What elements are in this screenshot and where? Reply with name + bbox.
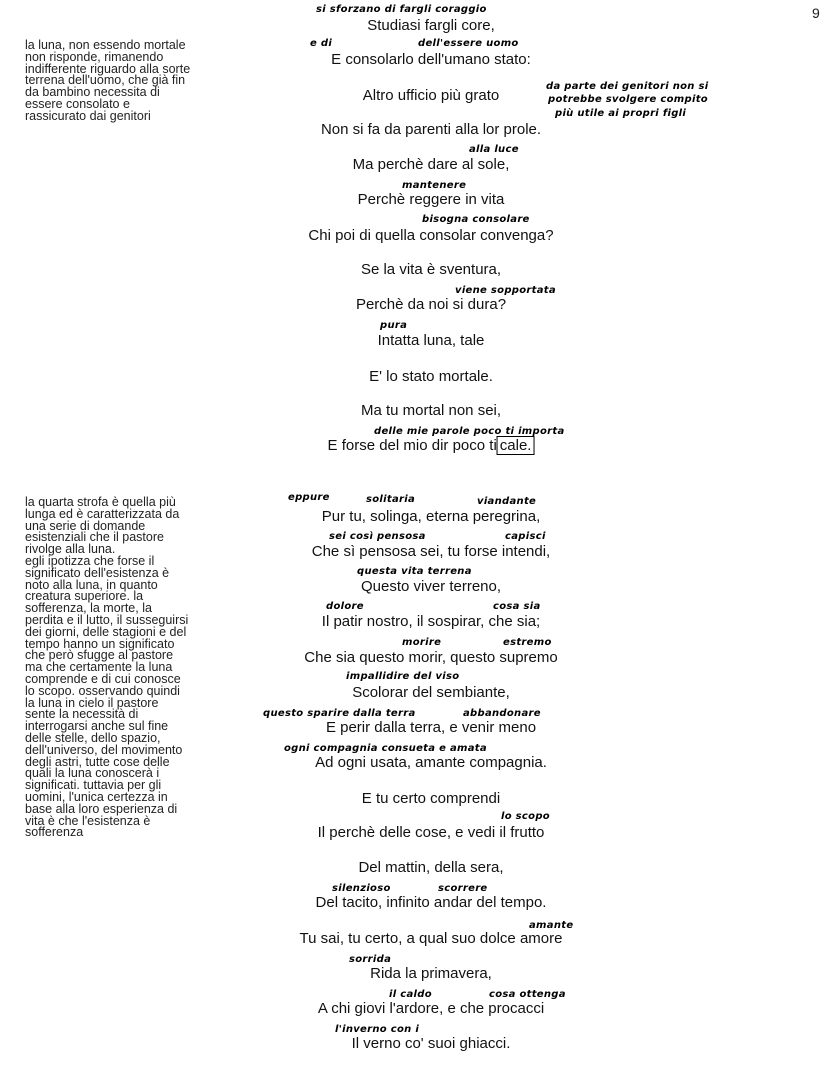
verse-line: E perir dalla terra, e venir meno xyxy=(325,719,537,736)
boxed-word: cale. xyxy=(497,436,535,455)
handwritten-annotation: più utile ai propri figli xyxy=(555,108,687,119)
handwritten-annotation: lo scopo xyxy=(501,811,550,822)
verse-line-final xyxy=(328,437,535,454)
verse-line: Il verno co' suoi ghiacci. xyxy=(351,1035,511,1052)
verse-line: Perchè reggere in vita xyxy=(357,191,505,208)
margin-note-second: la quarta strofa è quella più lunga ed è caratterizzata da una serie di domande esistenziali che il pastore rivolge alla luna. egli ipotizza che forse il significato dell'esistenza è noto alla luna, in quanto creatura superiore. la sofferenza, la morte, la perdita e il lutto, il susseguirsi dei giorni, delle stagioni e del tempo hanno un significato che però sfugge al pastore ma che certamente la luna comprende e di cui conosce lo scopo. osservando quindi la luna in cielo il pastore sente la necessità di interrogarsi anche sul fine delle stelle, dello spazio, dell'universo, del movimento degli astri, tutte cose delle quali la luna conoscerà i significati. tuttavia per gli uomini, l'unica certezza in base alla loro esperienza di vita è che l'esistenza è sofferenza xyxy=(25,495,189,840)
verse-line: Che sia questo morir, questo supremo xyxy=(304,649,558,666)
handwritten-annotation: cosa ottenga xyxy=(489,989,566,1000)
handwritten-annotation: silenzioso xyxy=(332,883,391,894)
handwritten-annotation: questo sparire dalla terra xyxy=(263,708,416,719)
handwritten-annotation: pura xyxy=(380,320,408,331)
handwritten-annotation: da parte dei genitori non si xyxy=(546,81,709,92)
verse-line: Questo viver terreno, xyxy=(360,578,502,595)
handwritten-annotation: dell'essere uomo xyxy=(418,38,519,49)
handwritten-annotation: amante xyxy=(529,920,574,931)
handwritten-annotation: capisci xyxy=(505,531,546,542)
handwritten-annotation: si sforzano di fargli coraggio xyxy=(316,4,487,15)
verse-line: Ad ogni usata, amante compagnia. xyxy=(315,754,547,771)
handwritten-annotation: eppure xyxy=(288,492,330,503)
verse-line: A chi giovi l'ardore, e che procacci xyxy=(317,1000,545,1017)
handwritten-annotation: il caldo xyxy=(389,989,432,1000)
verse-line: E' lo stato mortale. xyxy=(369,368,493,385)
verse-line: Chi poi di quella consolar convenga? xyxy=(308,227,554,244)
handwritten-annotation: sorrida xyxy=(349,954,392,965)
handwritten-annotation: impallidire del viso xyxy=(346,671,460,682)
handwritten-annotation: scorrere xyxy=(438,883,488,894)
verse-line: Del tacito, infinito andar del tempo. xyxy=(315,894,547,911)
verse-line: Intatta luna, tale xyxy=(377,332,485,349)
verse-line: Del mattin, della sera, xyxy=(358,859,504,876)
handwritten-annotation: morire xyxy=(402,637,442,648)
handwritten-annotation: solitaria xyxy=(366,494,416,505)
handwritten-annotation: mantenere xyxy=(402,180,467,191)
verse-line: Studiasi fargli core, xyxy=(367,17,495,34)
verse-line: Pur tu, solinga, eterna peregrina, xyxy=(321,508,541,525)
verse-line: E consolarlo dell'umano stato: xyxy=(331,51,531,68)
handwritten-annotation: sei così pensosa xyxy=(329,531,426,542)
handwritten-annotation: estremo xyxy=(503,637,552,648)
verse-line: Rida la primavera, xyxy=(370,965,492,982)
verse-line: Altro ufficio più grato xyxy=(362,87,500,104)
verse-line: Che sì pensosa sei, tu forse intendi, xyxy=(311,543,551,560)
verse-line: Perchè da noi si dura? xyxy=(355,296,507,313)
verse-text: E forse del mio dir poco ti xyxy=(327,437,497,454)
verse-line: Non si fa da parenti alla lor prole. xyxy=(320,121,542,138)
handwritten-annotation: abbandonare xyxy=(463,708,541,719)
verse-line: E tu certo comprendi xyxy=(361,790,501,807)
handwritten-annotation: ogni compagnia consueta e amata xyxy=(284,743,487,754)
handwritten-annotation: delle mie parole poco ti importa xyxy=(374,426,565,437)
verse-line: Ma perchè dare al sole, xyxy=(352,156,510,173)
handwritten-annotation: l'inverno con i xyxy=(335,1024,420,1035)
verse-line: Scolorar del sembiante, xyxy=(352,684,510,701)
handwritten-annotation: questa vita terrena xyxy=(357,566,472,577)
handwritten-annotation: viene sopportata xyxy=(455,285,556,296)
handwritten-annotation: potrebbe svolgere compito xyxy=(548,94,708,105)
verse-line: Ma tu mortal non sei, xyxy=(360,402,502,419)
handwritten-annotation: dolore xyxy=(326,601,364,612)
verse-line: Se la vita è sventura, xyxy=(360,261,502,278)
margin-note-first: la luna, non essendo mortale non risponde, rimanendo indifferente riguardo alla sorte terrena dell'uomo, che già fin da bambino necessita di essere consolato e rassicurato dai genitori xyxy=(25,38,191,123)
verse-line: Il perchè delle cose, e vedi il frutto xyxy=(317,824,545,841)
page-number: 9 xyxy=(812,5,820,21)
handwritten-annotation: alla luce xyxy=(469,144,519,155)
handwritten-annotation: cosa sia xyxy=(493,601,541,612)
handwritten-annotation: viandante xyxy=(477,496,537,507)
handwritten-annotation: bisogna consolare xyxy=(422,214,530,225)
verse-line: Tu sai, tu certo, a qual suo dolce amore xyxy=(299,930,563,947)
handwritten-annotation: e di xyxy=(310,38,333,49)
verse-line: Il patir nostro, il sospirar, che sia; xyxy=(321,613,541,630)
